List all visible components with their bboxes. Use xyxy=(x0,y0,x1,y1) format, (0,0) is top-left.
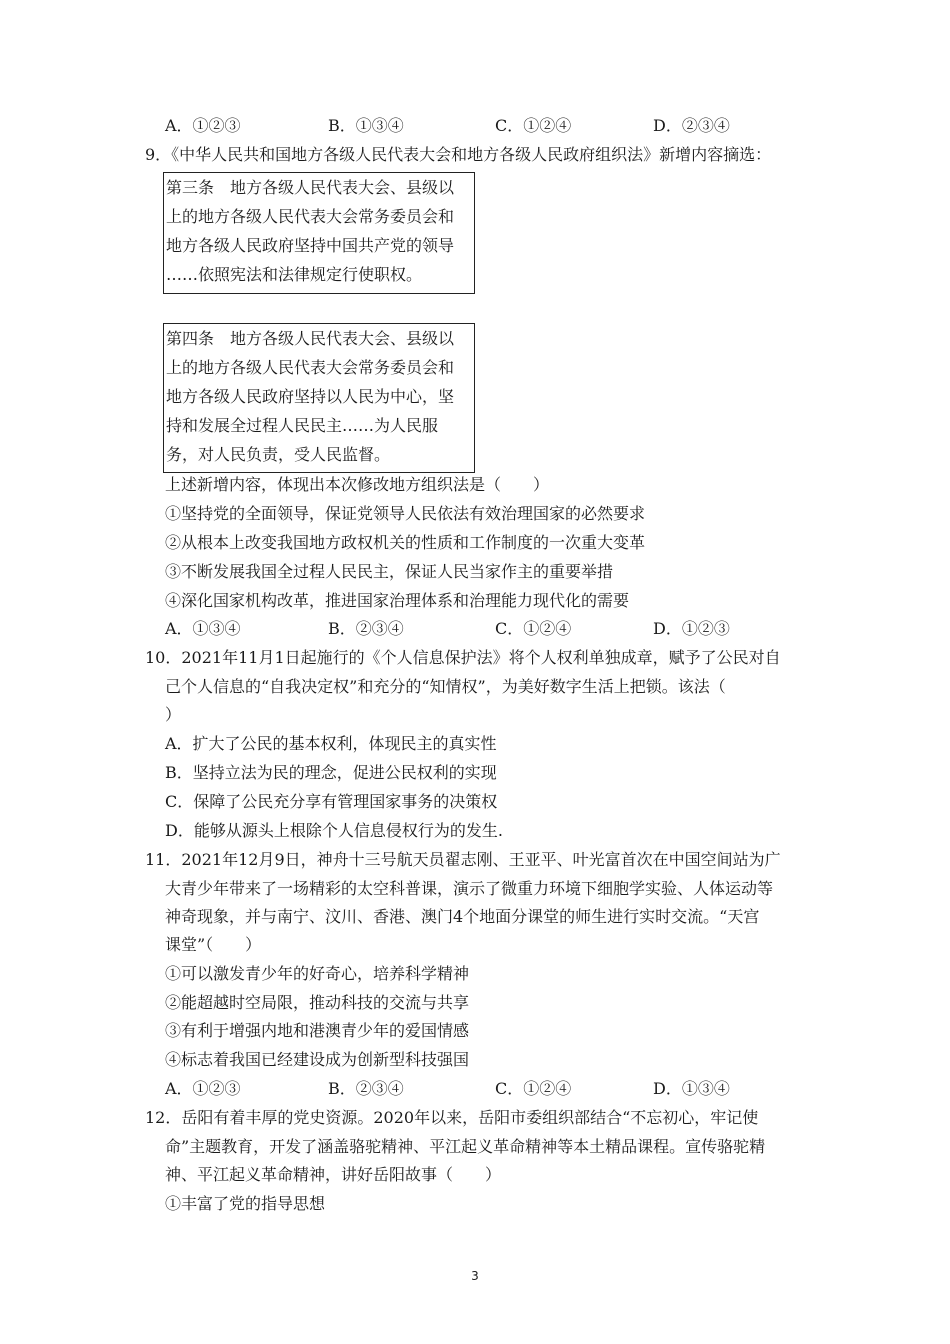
q11-item-1: ①可以激发青少年的好奇心，培养科学精神 xyxy=(165,964,470,983)
q12-stem-line-3: 神、平江起义革命精神，讲好岳阳故事（ ） xyxy=(165,1165,502,1184)
q12-item-1: ①丰富了党的指导思想 xyxy=(165,1194,326,1213)
q11-option-c: C．①②④ xyxy=(495,1079,572,1098)
q9-item-4: ④深化国家机构改革，推进国家治理体系和治理能力现代化的需要 xyxy=(165,591,630,610)
q10-option-d: D．能够从源头上根除个人信息侵权行为的发生. xyxy=(165,821,503,840)
q9-option-d: D．①②③ xyxy=(653,619,730,638)
q12-stem-line-2: 命”主题教育，开发了涵盖骆驼精神、平江起义革命精神等本土精品课程。宣传骆驼精 xyxy=(165,1137,766,1156)
q8-option-a: A．①②③ xyxy=(165,116,241,135)
q9-option-c: C．①②④ xyxy=(495,619,572,638)
q9-item-1: ①坚持党的全面领导，保证党领导人民依法有效治理国家的必然要求 xyxy=(165,504,646,523)
page-number: 3 xyxy=(471,1269,479,1283)
q11-item-3: ③有利于增强内地和港澳青少年的爱国情感 xyxy=(165,1021,470,1040)
q9-stem: 9．《中华人民共和国地方各级人民代表大会和地方各级人民政府组织法》新增内容摘选： xyxy=(145,145,772,164)
q9-box1-line: 第三条 地方各级人民代表大会、县级以 xyxy=(166,178,455,197)
q9-box1-line: ……依照宪法和法律规定行使职权。 xyxy=(166,265,423,284)
q9-box2-line: 持和发展全过程人民民主……为人民服 xyxy=(166,416,439,435)
q11-stem-line-1: 11．2021年12月9日，神舟十三号航天员翟志刚、王亚平、叶光富首次在中国空间站为广 xyxy=(145,850,781,869)
q9-excerpt-article-3 xyxy=(163,172,475,294)
q9-item-3: ③不断发展我国全过程人民民主，保证人民当家作主的重要举措 xyxy=(165,562,614,581)
q9-option-b: B．②③④ xyxy=(328,619,404,638)
q11-option-b: B．②③④ xyxy=(328,1079,404,1098)
q11-item-2: ②能超越时空局限，推动科技的交流与共享 xyxy=(165,993,470,1012)
q9-box2-line: 上的地方各级人民代表大会常务委员会和 xyxy=(166,358,455,377)
q11-stem-line-3: 神奇现象，并与南宁、汶川、香港、澳门4个地面分课堂的师生进行实时交流。“天宫 xyxy=(165,907,760,926)
q11-stem-line-2: 大青少年带来了一场精彩的太空科普课，演示了微重力环境下细胞学实验、人体运动等 xyxy=(165,879,774,898)
q11-stem-line-4: 课堂”（ ） xyxy=(165,935,262,954)
q12-stem-line-1: 12．岳阳有着丰厚的党史资源。2020年以来，岳阳市委组织部结合“不忘初心，牢记使 xyxy=(145,1108,759,1127)
q9-box1-line: 上的地方各级人民代表大会常务委员会和 xyxy=(166,207,455,226)
q9-option-a: A．①③④ xyxy=(165,619,241,638)
q9-box2-line: 第四条 地方各级人民代表大会、县级以 xyxy=(166,329,455,348)
q10-option-a: A．扩大了公民的基本权利，体现民主的真实性 xyxy=(165,734,497,753)
q9-excerpt-article-4 xyxy=(163,323,475,473)
q9-item-2: ②从根本上改变我国地方政权机关的性质和工作制度的一次重大变革 xyxy=(165,533,646,552)
q10-option-b: B．坚持立法为民的理念，促进公民权利的实现 xyxy=(165,763,497,782)
q10-option-c: C．保障了公民充分享有管理国家事务的决策权 xyxy=(165,792,498,811)
q10-stem-line-1: 10．2021年11月1日起施行的《个人信息保护法》将个人权利单独成章，赋予了公民对自 xyxy=(145,648,781,667)
q11-option-a: A．①②③ xyxy=(165,1079,241,1098)
q11-item-4: ④标志着我国已经建设成为创新型科技强国 xyxy=(165,1050,470,1069)
q9-box2-line: 地方各级人民政府坚持以人民为中心，坚 xyxy=(166,387,455,406)
q9-question: 上述新增内容，体现出本次修改地方组织法是（ ） xyxy=(165,475,550,494)
q10-stem-line-2: 己个人信息的“自我决定权”和充分的“知情权”，为美好数字生活上把锁。该法（ xyxy=(165,677,726,696)
q8-option-c: C．①②④ xyxy=(495,116,572,135)
q8-option-d: D．②③④ xyxy=(653,116,730,135)
q9-box2-line: 务，对人民负责，受人民监督。 xyxy=(166,445,391,464)
q8-option-b: B．①③④ xyxy=(328,116,404,135)
q11-option-d: D．①③④ xyxy=(653,1079,730,1098)
q10-stem-line-3: ） xyxy=(165,705,182,724)
q9-box1-line: 地方各级人民政府坚持中国共产党的领导 xyxy=(166,236,455,255)
